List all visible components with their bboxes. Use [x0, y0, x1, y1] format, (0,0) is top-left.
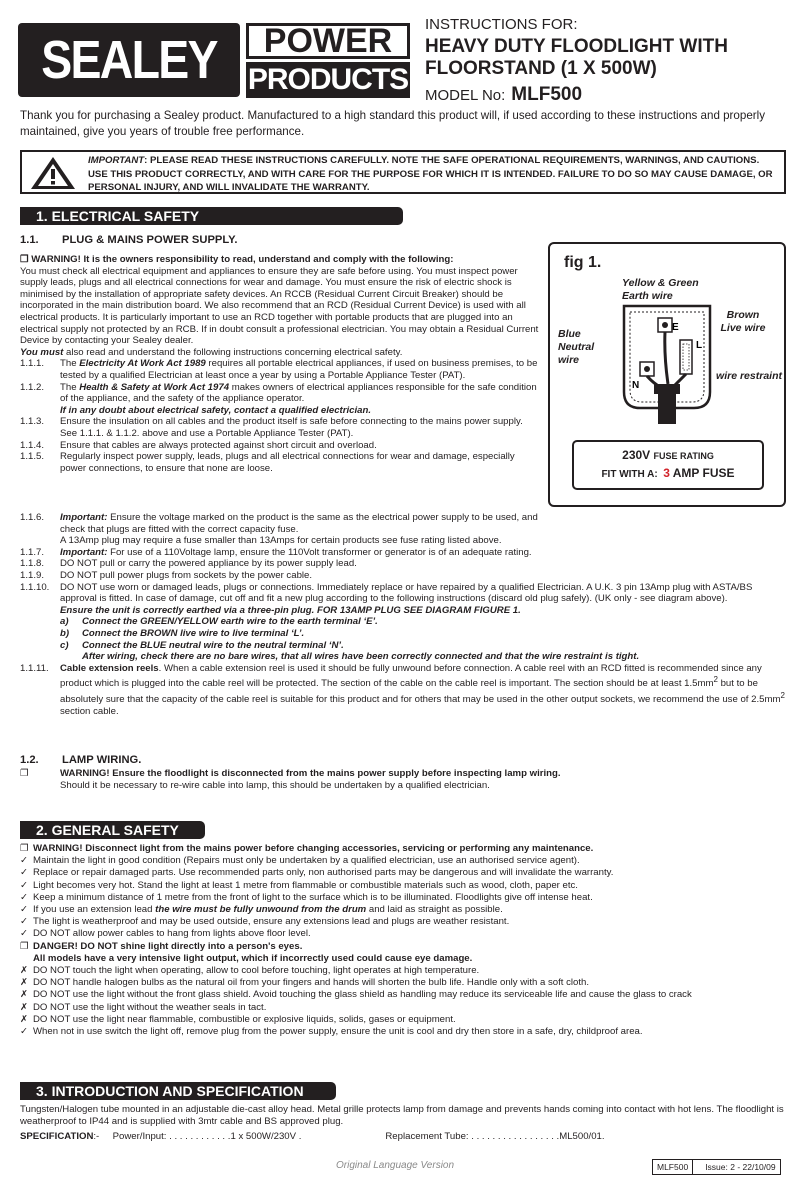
list-item: 1.1.11. Cable extension reels. When a cable extension reel is used it should be fully unwound before connection. A cable reel with an RCD fitted is recommended since any product which is plugged into the cable reel will be protected. The section of the cable on the cable reel is important. The section should be at least $1.5mm^2$ but to be absolutely sure that the capacity of the cable reel is suitable for this product and for others that may be used in the other output sockets, we recommend the use of $2.5mm^2$ section cable.	[20, 662, 785, 717]
check-icon: ✓	[20, 867, 29, 879]
section-introduction: 3. INTRODUCTION AND SPECIFICATION	[20, 1082, 336, 1100]
important-box: IMPORTANT: PLEASE READ THESE INSTRUCTIONS CAREFULLY. NOTE THE SAFE OPERATIONAL REQUIREMENTS, WARNINGS, AND CAUTIONS. USE THIS PRODUCT CORRECTLY, AND WITH CARE FOR THE PURPOSE FOR WHICH IT IS INTENDED. FAILURE TO DO SO MAY CAUSE DAMAGE, OR PERSONAL INJURY, AND WILL INVALIDATE THE WARRANTY.	[20, 150, 786, 194]
instructions-for: INSTRUCTIONS FOR:	[425, 16, 578, 33]
list-item: ✓ Maintain the light in good condition (Repairs must only be undertaken by a qualified electrician, use an authorised service agent).	[20, 855, 580, 867]
figure-1-plug-diagram: fig 1. Yellow & Green Earth wire Brown Live wire Blue Neutral wire wire restraint E L N 230V FUSE RATING FIT WITH A: 3 AMP FUSE	[548, 242, 786, 507]
page-title: HEAVY DUTY FLOODLIGHT WITH FLOORSTAND (1 X 500W)	[425, 36, 728, 79]
check-icon: ✓	[20, 916, 29, 928]
list-item: ✓ When not in use switch the light off, remove plug from the power supply, ensure the unit is cool and dry then store in a safe, dry, childproof area.	[20, 1026, 643, 1038]
list-item: ✓ If you use an extension lead the wire must be fully unwound from the drum and laid as straight as possible.	[20, 904, 503, 916]
subsection-1-2: 1.2. LAMP WIRING.	[20, 754, 142, 766]
checkbox-icon: ❐	[20, 940, 29, 952]
checkbox-icon: ❐	[20, 254, 29, 265]
list-item: 1.1.10. DO NOT use worn or damaged leads, plugs or connections. Immediately replace or have repaired by a qualified Electrician. A U.K. 3 pin 13Amp plug with ASTA/BS approval is fitted. In case of damage, cut off and fit a new plug according to the following instructions (discard old plug safely). (UK only - see diagram above). Ensure the unit is correctly earthed via a three-pin plug. FOR 13AMP PLUG SEE DIAGRAM FIGURE 1. a) Connect the GREEN/YELLOW earth wire to the earth terminal ‘E’. b) Connect the BROWN live wire to live terminal ‘L’. c) Connect the BLUE neutral wire to the neutral terminal ‘N’. After wiring, check there are no bare wires, that all wires have been correctly connected and that the wire restraint is tight.	[20, 581, 753, 663]
section-electrical-safety: 1. ELECTRICAL SAFETY	[20, 207, 403, 225]
section3-text: Tungsten/Halogen tube mounted in an adjustable die-cast alloy head. Metal grille protects lamp from damage and prevents hands coming into contact with hot lens. The floodlight is weatherproof to IP44 and is supplied with 3mtr cable and BS approved plug. SPECIFICATION:- Power/Input: . . . . . . . . . . . .1 x 500W/230V . Replacement Tube: . . . . . . . . . . . . . . . . .ML500/01.	[20, 1104, 790, 1143]
specification-row: SPECIFICATION:- Power/Input: . . . . . . . . . . . .1 x 500W/230V . Replacement Tube: . . . . . . . . . . . . . . . . .ML500/01.	[20, 1131, 605, 1143]
list-item: ✓ The light is weatherproof and may be used outside, ensure any extensions lead and plugs are weather resistant.	[20, 916, 510, 928]
checkbox-icon: ❐	[20, 768, 29, 779]
general-safety-list	[20, 843, 795, 1038]
list-item: ✓ DO NOT allow power cables to hang from lights above floor level.	[20, 928, 311, 940]
sealey-logo: SEALEY	[18, 23, 240, 97]
list-item: ✗ DO NOT touch the light when operating, allow to cool before touching, light operates at high temperature.	[20, 965, 480, 977]
check-icon: ✓	[20, 904, 29, 916]
list-item: 1.1.9. DO NOT pull power plugs from sockets by the power cable.	[20, 569, 313, 581]
cross-icon: ✗	[20, 965, 29, 977]
list-item: 1.1.7. Important: For use of a 110Voltage lamp, ensure the 110Volt transformer or generator is of an adequate rating.	[20, 546, 532, 558]
list-item: 1.1.4. Ensure that cables are always protected against short circuit and overload.	[20, 439, 377, 451]
svg-text:L: L	[696, 340, 703, 351]
list-item: ✗ DO NOT use the light without the weather seals in tact.	[20, 1001, 267, 1013]
check-icon: ✓	[20, 928, 29, 940]
subsection-1-1: 1.1. PLUG & MAINS POWER SUPPLY.	[20, 234, 238, 246]
svg-text:N: N	[632, 380, 640, 391]
model-number: MODEL No: MLF500	[425, 84, 583, 105]
list-item: 1.1.3. Ensure the insulation on all cables and the product itself is safe before connecting to the mains power supply. See 1.1.1. & 1.1.2. above and use a Portable Appliance Tester (PAT).	[20, 416, 523, 439]
language-note: Original Language Version	[336, 1160, 455, 1171]
lamp-wiring-text: ❐ WARNING! Ensure the floodlight is disconnected from the mains power supply before inspecting lamp wiring. Should it be necessary to re-wire cable into lamp, this should be undertaken by a qualified electrician.	[20, 768, 561, 791]
section1-text-wide: 1.1.6. Important: Ensure the voltage marked on the product is the same as the electrical power supply to be used, and check that plugs are fitted with the correct capacity fuse. A 13Amp plug may require a fuse smaller than 13Amps for certain products see fuse rating listed above. 1.1.7. Important: For use of a 110Voltage lamp, ensure the 110Volt transformer or generator is of an adequate rating. 1.1.8. DO NOT pull or carry the powered appliance by its power supply lead. 1.1.9. DO NOT pull power plugs from sockets by the power cable. 1.1.10. DO NOT use worn or damaged leads, plugs or connections. Immediately replace or have repaired by a qualified Electrician. A U.K. 3 pin 13Amp plug with ASTA/BS approval is fitted. In case of damage, cut off and fit a new plug according to the following instructions (discard old plug safely). (UK only - see diagram above). Ensure the unit is correctly earthed via a three-pin plug. FOR 13AMP PLUG SEE DIAGRAM FIGURE 1. a) Connect the GREEN/YELLOW earth wire to the earth terminal ‘E’. b) Connect the BROWN live wire to live terminal ‘L’. c) Connect the BLUE neutral wire to the neutral terminal ‘N’. After wiring, check there are no bare wires, that all wires have been correctly connected and that the wire restraint is tight. 1.1.11. Cable extension reels. When a cable extension reel is used it should be fully unwound before connection. A cable reel with an RCD fitted is recommended since any product which is plugged into the cable reel will be protected. The section of the cable on the cable reel is important. The section should be at least $1.5mm^2$ but to be absolutely sure that the capacity of the cable reel is suitable for this product and for others that may be used in the other output sockets, we recommend the use of $2.5mm^2$ section cable.	[20, 512, 790, 717]
checkbox-icon: ❐	[20, 843, 29, 854]
list-item: ✓ Keep a minimum distance of 1 metre from the front of light to the surface which is to be illuminated. Floodlights give off intense heat.	[20, 891, 593, 903]
check-icon: ✓	[20, 879, 29, 891]
plug-wiring-diagram	[606, 296, 726, 426]
products-logo: PRODUCTS	[247, 63, 409, 96]
svg-text:E: E	[672, 322, 679, 333]
cross-icon: ✗	[20, 977, 29, 989]
intro-text: Thank you for purchasing a Sealey product. Manufactured to a high standard this product will, if used according to these instructions and properly maintained, give you years of trouble free performance.	[20, 109, 766, 138]
warning-icon	[28, 155, 78, 191]
cross-icon: ✗	[20, 1001, 29, 1013]
list-item: 1.1.8. DO NOT pull or carry the powered appliance by its power supply lead.	[20, 558, 357, 570]
power-logo: POWER	[246, 23, 410, 59]
check-icon: ✓	[20, 1026, 29, 1038]
list-item: 1.1.5. Regularly inspect power supply, leads, plugs and all electrical connections for wear and damage, especially power connections, to ensure that none are loose.	[20, 451, 515, 474]
list-item: 1.1.6. Important: Ensure the voltage marked on the product is the same as the electrical power supply to be used, and check that plugs are fitted with the correct capacity fuse.	[20, 512, 538, 535]
list-item: ✓ Light becomes very hot. Stand the light at least 1 metre from flammable or combustible materials such as wood, cloth, paper etc.	[20, 879, 578, 891]
list-item: 1.1.2. The Health & Safety at Work Act 1974 makes owners of electrical appliances responsible for the safe condition of the appliance, and the safety of the appliance operator. If in any doubt about electrical safety, contact a qualified electrician.	[20, 381, 537, 416]
list-item: ❐ DANGER! DO NOT shine light directly into a person's eyes.	[20, 940, 303, 952]
section1-text: ❐ WARNING! It is the owners responsibility to read, understand and comply with the following: You must check all electrical equipment and appliances to ensure they are safe before using. You must inspect power supply leads, plugs and all electrical connections for wear and damage. You must ensure the risk of electric shock is minimised by the installation of appropriate safety devices. An RCCB (Residual Current Circuit Breaker) should be incorporated in the main distribution board. We also recommend that an RCD (Residual Current Device) is used with all electrical products. It is particularly important to use an RCD together with portable products that are plugged into an electrical supply not protected by an RCB. If in doubt consult a professional electrician. You may obtain a Residual Current Device by contacting your Sealey dealer. You must also read and understand the following instructions concerning electrical safety. 1.1.1. The Electricity At Work Act 1989 requires all portable electrical appliances, if used on business premises, to be tested by a qualified Electrician at least once a year by using a Portable Appliance Tester (PAT). 1.1.2. The Health & Safety at Work Act 1974 makes owners of electrical appliances responsible for the safe condition of the appliance, and the safety of the appliance operator. If in any doubt about electrical safety, contact a qualified electrician. 1.1.3. Ensure the insulation on all cables and the product itself is safe before connecting to the mains power supply. See 1.1.1. & 1.1.2. above and use a Portable Appliance Tester (PAT). 1.1.4. Ensure that cables are always protected against short circuit and overload. 1.1.5. Regularly inspect power supply, leads, plugs and all electrical connections for wear and damage, especially power connections, to ensure that none are loose.	[20, 254, 539, 474]
section-general-safety: 2. GENERAL SAFETY	[20, 821, 205, 839]
list-item: ✗ DO NOT use the light near flammable, combustible or explosive liquids, solids, gases or equipment.	[20, 1013, 456, 1025]
list-item: ❐ WARNING! Disconnect light from the mains power before changing accessories, servicing or performing any maintenance.	[20, 843, 594, 854]
list-item: ✗ DO NOT handle halogen bulbs as the natural oil from your fingers and hands will shorten the bulb life. Handle only with a soft cloth.	[20, 977, 590, 989]
list-item: ✓ Replace or repair damaged parts. Use recommended parts only, non authorised parts may be dangerous and will invalidate the warranty.	[20, 867, 614, 879]
list-item: 1.1.1. The Electricity At Work Act 1989 requires all portable electrical appliances, if used on business premises, to be tested by a qualified Electrician at least once a year by using a Portable Appliance Tester (PAT).	[20, 358, 538, 381]
check-icon: ✓	[20, 855, 29, 867]
cross-icon: ✗	[20, 989, 29, 1001]
list-item: All models have a very intensive light output, which if incorrectly used could cause eye damage.	[20, 953, 795, 965]
fuse-rating-box: 230V FUSE RATING FIT WITH A: 3 AMP FUSE	[572, 440, 764, 490]
list-item: ✗ DO NOT use the light without the front glass shield. Avoid touching the glass shield as handling may reduce its serviceable life and cause the glass to crack	[20, 989, 692, 1001]
issue-box: MLF500 Issue: 2 - 22/10/09	[652, 1159, 781, 1175]
cross-icon: ✗	[20, 1013, 29, 1025]
blank-icon	[20, 953, 33, 965]
check-icon: ✓	[20, 891, 29, 903]
